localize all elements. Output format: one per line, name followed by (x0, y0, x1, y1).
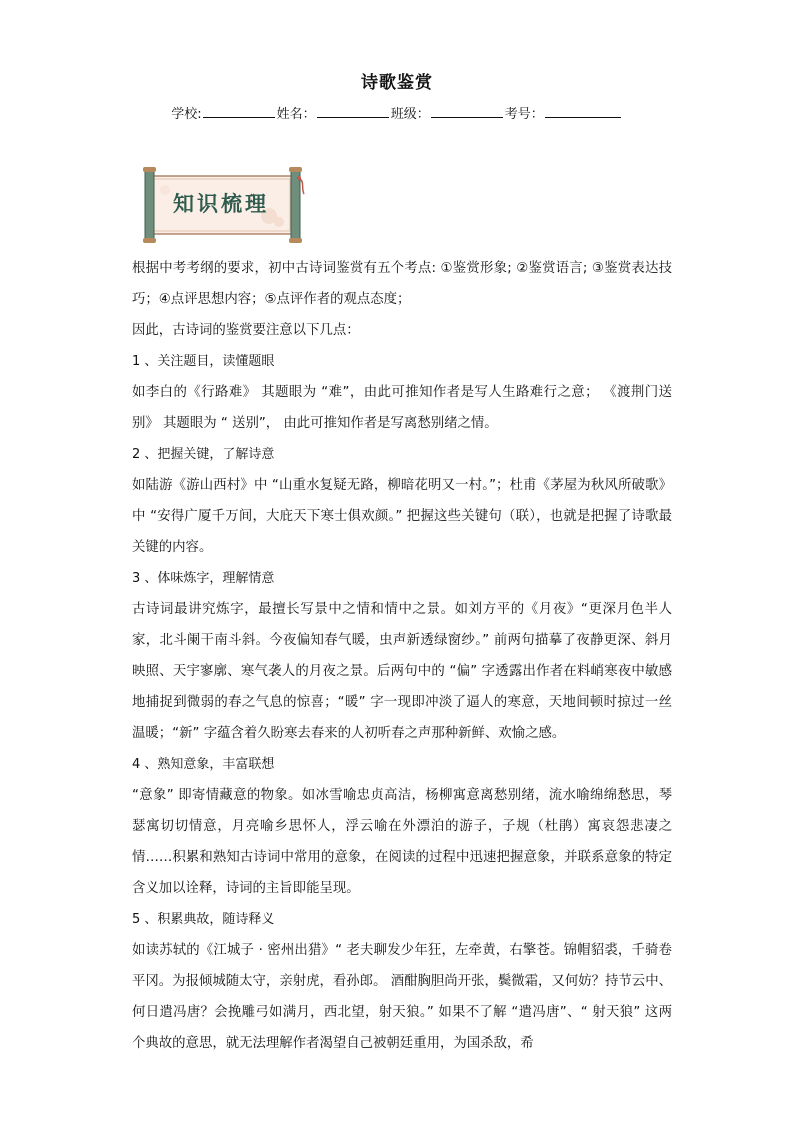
paragraph-4: “意象” 即寄情藏意的物象。如冰雪喻忠贞高洁，杨柳寓意离愁别绪，流水喻绵绵愁思，琴瑟寓切切情意，月亮喻乡思怀人，浮云喻在外漂泊的游子，子规（杜鹃）寓哀怨悲凄之情……积累和熟知古诗词中常用的意象，在阅读的过程中迅速把握意象，并联系意象的特定含义加以诠释，诗词的主旨即能呈现。 (132, 788, 672, 896)
name-blank[interactable] (317, 105, 389, 118)
heading-4: 4 、熟知意象，丰富联想 (132, 757, 275, 772)
paragraph-5: 如读苏轼的《江城子 · 密州出猎》“ 老夫聊发少年狂，左牵黄，右擎苍。锦帽貂裘，千骑卷平冈。为报倾城随太守，亲射虎，看孙郎。 酒酣胸胆尚开张，鬓微霜，又何妨？持节云中、何日遣冯唐？会挽雕弓如满月，西北望，射天狼。” 如果不了解 “遣冯唐”、“ 射天狼” 这两个典故的意思，就无法理解作者渴望自己被朝廷重用，为国杀敌，希 (132, 943, 672, 1051)
school-blank[interactable] (203, 105, 275, 118)
section-banner-scroll (141, 166, 305, 244)
paragraph-2: 如陆游《游山西村》中 “山重水复疑无路，柳暗花明又一村。”；杜甫《茅屋为秋风所破歌》中 “安得广厦千万间，大庇天下寒士俱欢颜。” 把握这些关键句（联），也就是把握了诗歌最关键的内容。 (132, 478, 672, 555)
exam-no-blank[interactable] (545, 105, 621, 118)
paragraph-3: 古诗词最讲究炼字，最擅长写景中之情和情中之景。如刘方平的《月夜》“更深月色半人家，北斗阑干南斗斜。今夜偏知春气暖，虫声新透绿窗纱。” 前两句描摹了夜静更深、斜月映照、天宇寥廓、寒气袭人的月夜之景。后两句中的 “偏” 字透露出作者在料峭寒夜中敏感地捕捉到微弱的春之气息的惊喜；“暖” 字一现即冲淡了逼人的寒意，天地间顿时掠过一丝温暖；“新” 字蕴含着久盼寒去春来的人初听春之声那种新鲜、欢愉之感。 (132, 602, 672, 741)
heading-2: 2 、把握关键，了解诗意 (132, 447, 275, 462)
class-blank[interactable] (431, 105, 503, 118)
name-label: 姓名： (276, 107, 316, 122)
class-label: 班级： (390, 107, 430, 122)
heading-1: 1 、关注题目，读懂题眼 (132, 354, 275, 369)
exam-no-label: 考号： (504, 107, 544, 122)
student-info-line (0, 103, 794, 122)
school-label: 学校: (171, 107, 202, 122)
page-title: 诗歌鉴赏 (361, 73, 433, 93)
paragraph-intro: 根据中考考纲的要求，初中古诗词鉴赏有五个考点: ①鉴赏形象; ②鉴赏语言; ③鉴赏表达技巧；④点评思想内容；⑤点评作者的观点态度； (132, 261, 672, 307)
section-banner-title: 知识梳理 (173, 191, 269, 216)
heading-5: 5 、积累典故，随诗释义 (132, 912, 275, 927)
heading-3: 3 、体味炼字，理解情意 (132, 571, 275, 586)
article-body (132, 253, 672, 1059)
paragraph-points: 因此，古诗词的鉴赏要注意以下几点： (132, 323, 360, 338)
paragraph-1: 如李白的《行路难》 其题眼为 “难”，由此可推知作者是写人生路难行之意； 《渡荆门送别》 其题眼为 “ 送别”， 由此可推知作者是写离愁别绪之情。 (132, 385, 672, 431)
